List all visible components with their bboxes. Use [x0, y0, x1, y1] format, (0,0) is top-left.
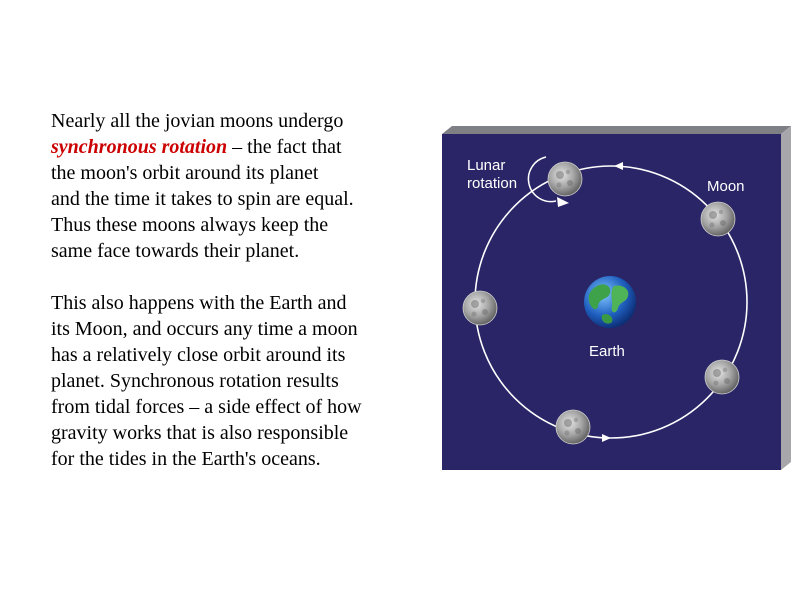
moon-right-upper [701, 202, 735, 236]
earth-globe [584, 276, 636, 328]
text-line: same face towards their planet. [51, 240, 300, 262]
text-line: gravity works that is also responsible [51, 422, 349, 444]
moon-top [548, 162, 582, 196]
label-lunar-rotation-line1: Lunar [467, 157, 506, 174]
moon-right-lower [705, 360, 739, 394]
text-line: has a relatively close orbit around its [51, 344, 346, 366]
paragraph-2 [51, 290, 431, 472]
label-lunar-rotation-line2: rotation [467, 175, 518, 192]
moon-left [463, 291, 497, 325]
text-line: Nearly all the jovian moons undergo [51, 110, 344, 132]
text-line: Thus these moons always keep the [51, 214, 329, 236]
text-line: planet. Synchronous rotation results [51, 370, 339, 392]
text-line [51, 134, 431, 160]
panel-side-edge [781, 126, 791, 470]
highlight-term: synchronous rotation [51, 136, 228, 158]
panel-top-edge [442, 126, 791, 134]
text-line: the moon's orbit around its planet [51, 162, 319, 184]
paragraph-1 [51, 108, 431, 264]
text-line: for the tides in the Earth's oceans. [51, 448, 321, 470]
text-line: This also happens with the Earth and [51, 292, 347, 314]
orbit-diagram [442, 125, 792, 475]
text-line: its Moon, and occurs any time a moon [51, 318, 358, 340]
text-fragment: – the fact that [227, 136, 342, 158]
label-earth: Earth [589, 343, 625, 360]
text-line: and the time it takes to spin are equal. [51, 188, 354, 210]
moon-bottom [556, 410, 590, 444]
label-moon: Moon [707, 178, 745, 195]
body-text [51, 108, 431, 472]
text-line: from tidal forces – a side effect of how [51, 396, 362, 418]
